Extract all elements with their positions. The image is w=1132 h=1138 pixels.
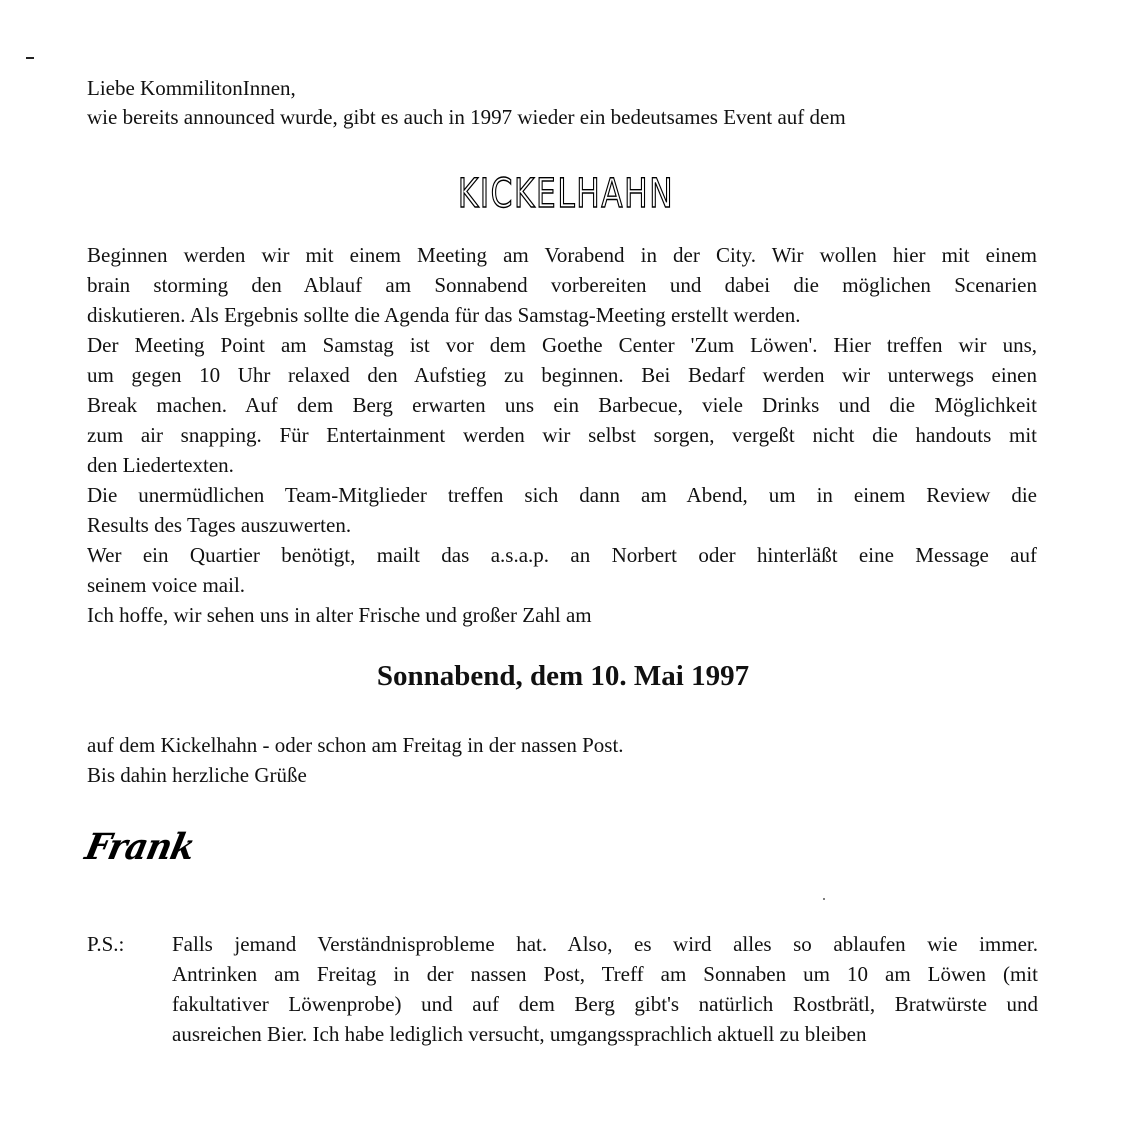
paragraph-4-line-1: Wer ein Quartier benötigt, mailt das a.s.a.p. an Norbert oder hinterläßt eine Message auf [87,543,1037,567]
event-date-text: Sonnabend, dem 10. Mai 1997 [376,660,750,692]
scan-artifact-dash [26,57,34,59]
ps-label: P.S.: [87,932,125,956]
paragraph-2-line-4: zum air snapping. Für Entertainment werden wir selbst sorgen, vergeßt nicht die handouts mit [87,423,1037,447]
paragraph-3-line-1: Die unermüdlichen Team-Mitglieder treffen sich dann am Abend, um in einem Review die [87,483,1037,507]
kickelhahn-logo: KICKELHAHN [457,171,675,217]
ps-line-1: Falls jemand Verständnisprobleme hat. Also, es wird alles so ablaufen wie immer. [172,932,1038,956]
intro-line: wie bereits announced wurde, gibt es auch in 1997 wieder ein bedeutsames Event auf dem [87,105,846,129]
paragraph-4-line-2: seinem voice mail. [87,573,246,597]
paragraph-1-line-1: Beginnen werden wir mit einem Meeting am Vorabend in der City. Wir wollen hier mit einem [87,243,1037,267]
event-date-heading [0,658,1132,694]
paragraph-2-line-3: Break machen. Auf dem Berg erwarten uns ein Barbecue, viele Drinks und die Möglichkeit [87,393,1037,417]
paragraph-1-line-3: diskutieren. Als Ergebnis sollte die Agenda für das Samstag-Meeting erstellt werden. [87,303,801,327]
paragraph-2-line-2: um gegen 10 Uhr relaxed den Aufstieg zu beginnen. Bei Bedarf werden wir unterwegs einen [87,363,1037,387]
closing-line-2: Bis dahin herzliche Grüße [87,763,307,787]
paragraph-3-line-2: Results des Tages auszuwerten. [87,513,352,537]
paragraph-5: Ich hoffe, wir sehen uns in alter Frische und großer Zahl am [87,603,592,627]
ps-line-2: Antrinken am Freitag in der nassen Post, Treff am Sonnaben um 10 am Löwen (mit [172,962,1038,986]
closing-line-1: auf dem Kickelhahn - oder schon am Freitag in der nassen Post. [87,733,624,757]
paragraph-2-line-1: Der Meeting Point am Samstag ist vor dem Goethe Center 'Zum Löwen'. Hier treffen wir uns, [87,333,1037,357]
paragraph-2-line-5: den Liedertexten. [87,453,234,477]
paragraph-1-line-2: brain storming den Ablauf am Sonnabend vorbereiten und dabei die möglichen Scenarien [87,273,1037,297]
scan-artifact-dot [823,898,825,900]
ps-line-3: fakultativer Löwenprobe) und auf dem Berg gibt's natürlich Rostbrätl, Bratwürste und [172,992,1038,1016]
salutation: Liebe KommilitonInnen, [87,76,296,100]
signature: Frank [81,826,199,868]
ps-line-4: ausreichen Bier. Ich habe lediglich versucht, umgangssprachlich aktuell zu bleiben [172,1022,867,1046]
